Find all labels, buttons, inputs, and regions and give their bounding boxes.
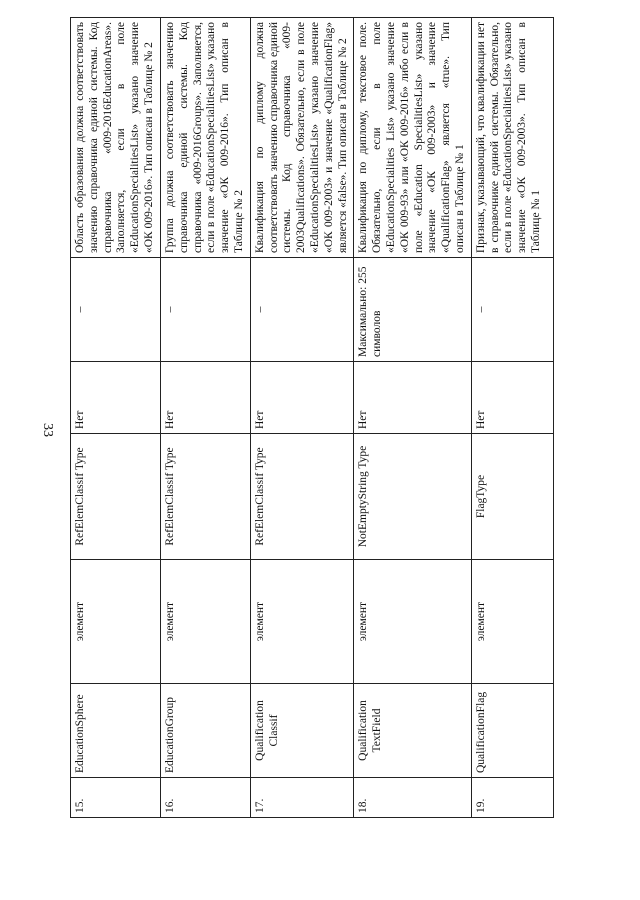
table-row	[471, 18, 553, 818]
table-row	[71, 18, 161, 818]
table-row	[161, 18, 251, 818]
row-number: 15.	[71, 778, 161, 818]
field-type: NotEmptyString Type	[354, 434, 471, 560]
field-size: –	[471, 258, 553, 362]
field-type: RefElemClassif Type	[71, 434, 161, 560]
row-number: 17.	[250, 778, 354, 818]
field-type: RefElemClassif Type	[161, 434, 251, 560]
field-size: Максимально: 255 символов	[354, 258, 471, 362]
table-row	[354, 18, 471, 818]
field-type: RefElemClassif Type	[250, 434, 354, 560]
page-number: 33	[40, 423, 55, 437]
field-kind: элемент	[354, 560, 471, 684]
field-description: Группа должна соответствовать значению справочника единой системы. Код справочника «009-2016Groups». Заполняется, если в поле «EducationSpecialitiesList» указано значение «ОК 009-2016». Тип описан в Таблице № 2	[161, 18, 251, 258]
row-number: 18.	[354, 778, 471, 818]
field-description: Квалификация по диплому, текстовое поле. Обязательно, если в поле «EducationSpecialities List» указано значение «ОК 009-93» или «ОК 009-2016» либо если в поле «Education SpecialitiesList» указано значение «ОК 009-2003» и значение «QualificationFlag» является «true». Тип описан в Таблице № 1	[354, 18, 471, 258]
field-size: –	[161, 258, 251, 362]
field-description: Квалификация по диплому должна соответствовать значению справочника единой системы. Код справочника «009-2003Qualifications». Обязательно, если в поле «EducationSpecialitiesList» указано значение «ОК 009-2003» и значение «QualificationFlag» является «false». Тип описан в Таблице № 2	[250, 18, 354, 258]
field-required: Нет	[354, 362, 471, 434]
fields-table	[70, 17, 554, 818]
field-name: EducationGroup	[161, 684, 251, 778]
rotated-table-container	[70, 18, 542, 818]
field-name: QualificationFlag	[471, 684, 553, 778]
field-name: Qualification TextField	[354, 684, 471, 778]
field-required: Нет	[71, 362, 161, 434]
field-description: Признак, указывающий, что квалификации нет в справочнике единой системы. Обязательно, если в поле «EducationSpecialitiesList» указано значение «ОК 009-2003». Тип описан в Таблице № 1	[471, 18, 553, 258]
row-number: 16.	[161, 778, 251, 818]
field-name: EducationSphere	[71, 684, 161, 778]
row-number: 19.	[471, 778, 553, 818]
table-row	[250, 18, 354, 818]
field-required: Нет	[161, 362, 251, 434]
field-size: –	[71, 258, 161, 362]
field-kind: элемент	[71, 560, 161, 684]
field-required: Нет	[471, 362, 553, 434]
field-required: Нет	[250, 362, 354, 434]
field-name: Qualification Classif	[250, 684, 354, 778]
field-description: Область образования должна соответствовать значению справочника единой системы. Код справочника «009-2016EducationAreas». Заполняется, если в поле «EducationSpecialitiesList» указано значение «ОК 009-2016». Тип описан в Таблице № 2	[71, 18, 161, 258]
field-kind: элемент	[471, 560, 553, 684]
field-size: –	[250, 258, 354, 362]
field-kind: элемент	[250, 560, 354, 684]
field-kind: элемент	[161, 560, 251, 684]
field-type: FlagType	[471, 434, 553, 560]
